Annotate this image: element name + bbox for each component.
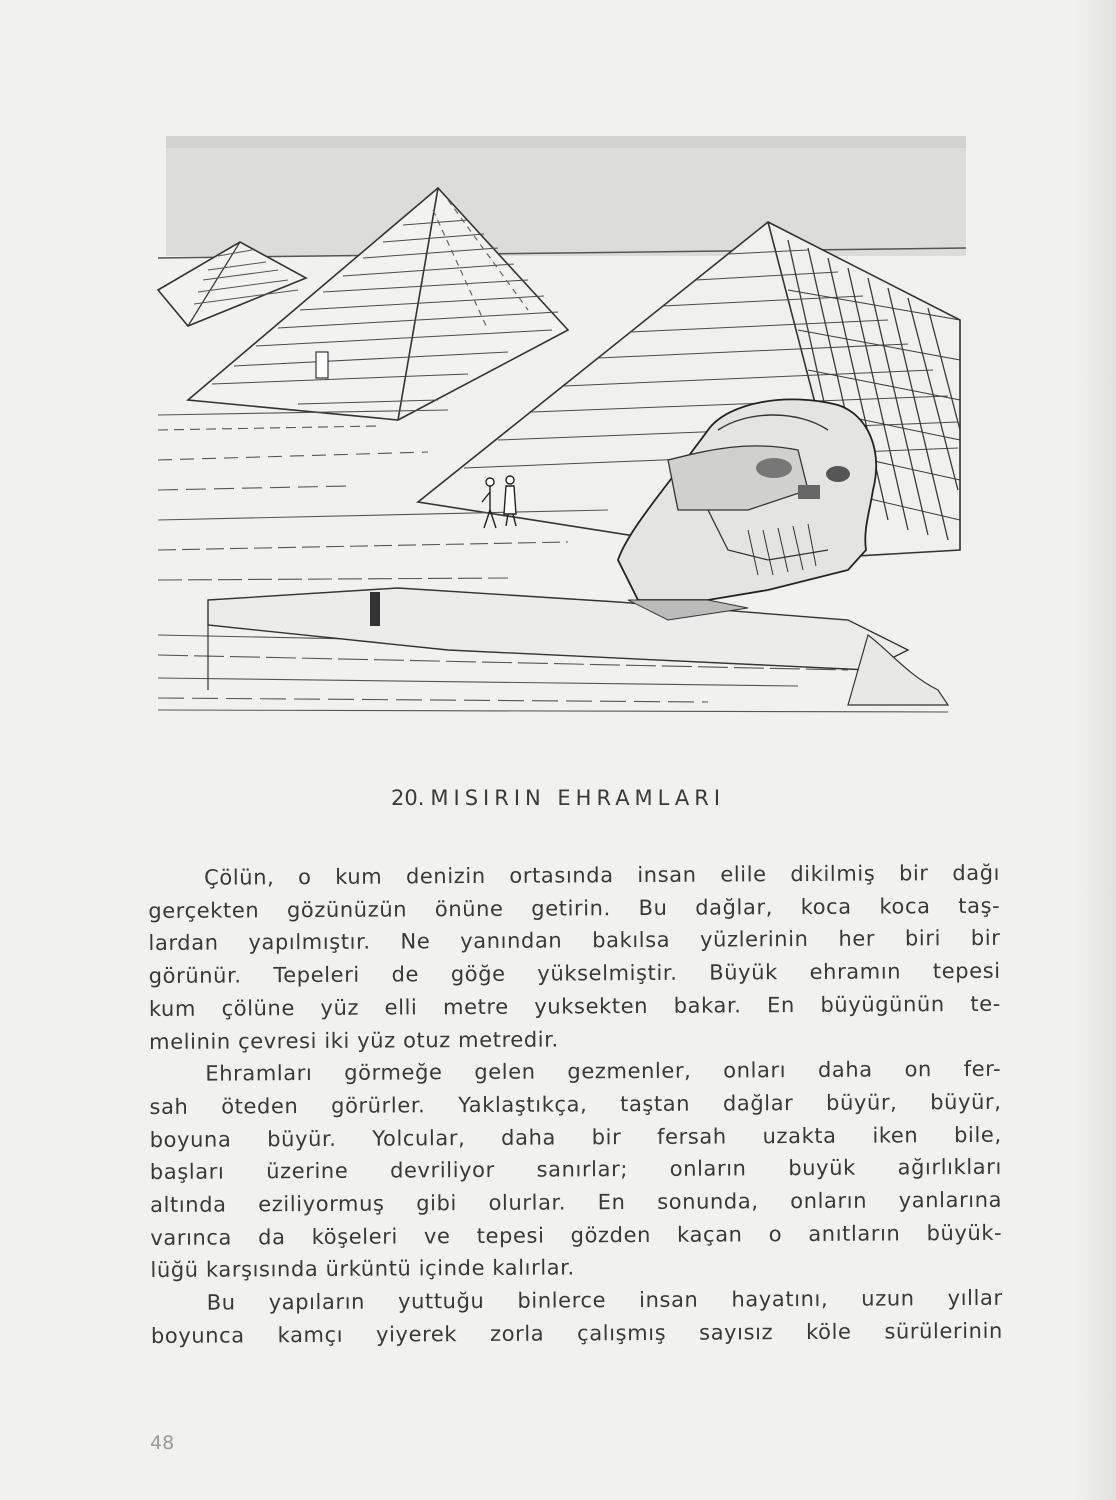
body-line: altında eziliyormuş gibi olurlar. En sonunda, onların yanlarına bbox=[150, 1187, 1003, 1218]
body-line: gerçekten gözünüzün önüne getirin. Bu dağlar, koca koca taş- bbox=[148, 893, 1001, 923]
pyramids-sphinx-illustration bbox=[148, 130, 968, 715]
body-line: varınca da köşeleri ve tepesi gözden kaçan o anıtların büyük- bbox=[150, 1220, 1003, 1250]
body-line: sah öteden görürler. Yaklaştıkça, taştan dağlar büyür, büyür, bbox=[149, 1089, 1002, 1119]
body-line: boyuna büyür. Yolcular, daha bir fersah uzakta iken bile, bbox=[149, 1122, 1002, 1152]
body-line: boyunca kamçı yiyerek zorla çalışmış sayısız köle sürülerinin bbox=[150, 1318, 1003, 1348]
body-line: Ehramları görmeğe gelen gezmenler, onları daha on fer- bbox=[205, 1057, 1002, 1086]
body-line: görünür. Tepeleri de göğe yükselmiştir. Büyük ehramın tepesi bbox=[148, 958, 1001, 989]
body-line: melinin çevresi iki yüz otuz metredir. bbox=[149, 1027, 559, 1054]
body-line: Bu yapıların yuttuğu binlerce insan hayatını, uzun yıllar bbox=[206, 1285, 1003, 1315]
body-line: lardan yapılmıştır. Ne yanından bakılsa yüzlerinin her biri bir bbox=[148, 926, 1001, 956]
page-edge-shadow bbox=[1076, 0, 1116, 1500]
body-line: kum çölüne yüz elli metre yuksekten bakar. En büyügünün te- bbox=[148, 991, 1001, 1021]
figure-caption bbox=[0, 786, 1116, 810]
body-text bbox=[148, 857, 1003, 1353]
caption-title: MISIRIN EHRAMLARI bbox=[430, 786, 726, 810]
body-line: başları üzerine devriliyor sanırlar; onların buyük ağırlıkları bbox=[149, 1155, 1002, 1185]
page-number: 48 bbox=[150, 1432, 175, 1454]
body-line: Çölün, o kum denizin ortasında insan elile dikilmiş bir dağı bbox=[204, 860, 1001, 890]
caption-number: 20. bbox=[390, 786, 425, 810]
body-line: lüğü karşısında ürküntü içinde kalırlar. bbox=[150, 1255, 575, 1283]
